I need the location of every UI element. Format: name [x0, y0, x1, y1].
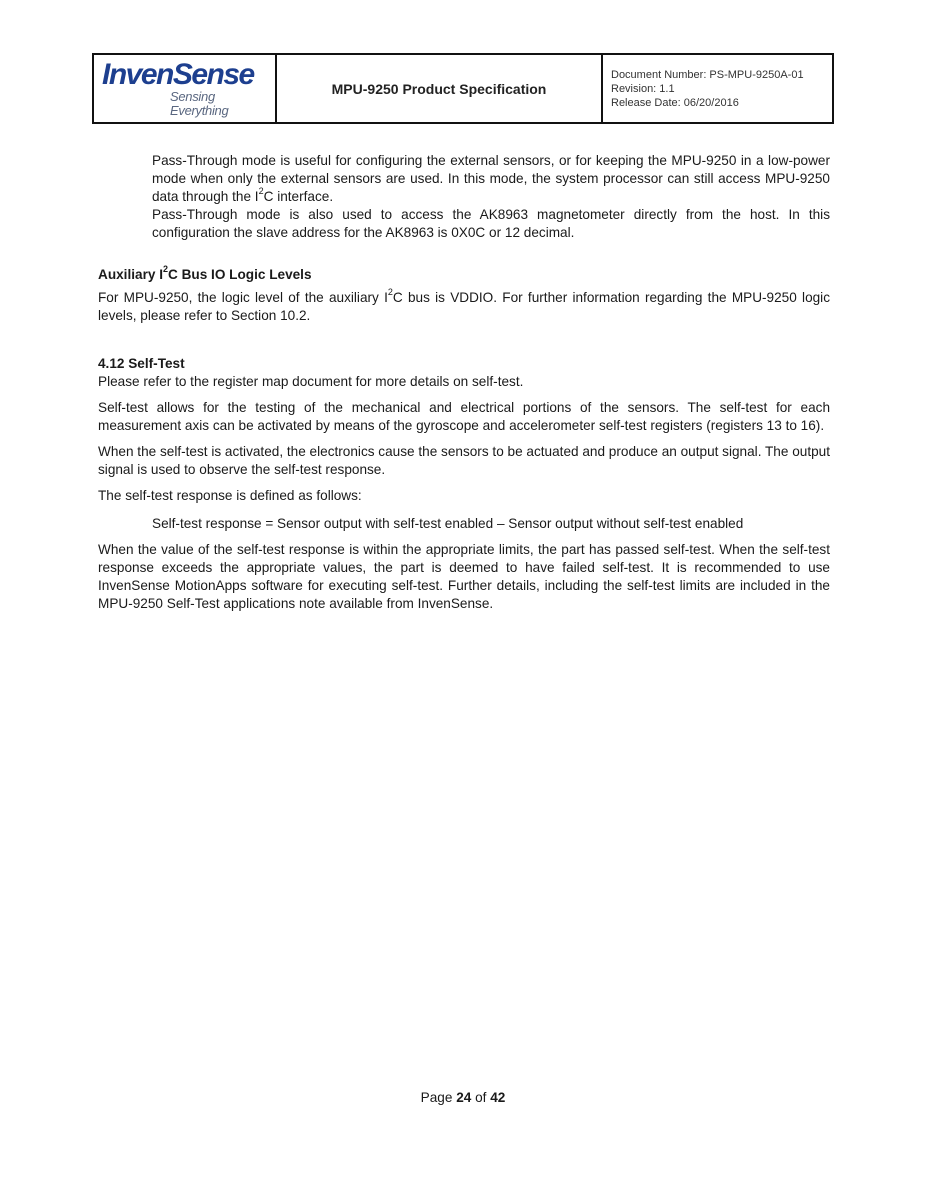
page-header: [92, 53, 834, 124]
selftest-paragraph-5: When the value of the self-test response is within the appropriate limits, the part has passed self-test. When the self-test response exceeds the appropriate values, the part is deemed to have failed self-test. It is recommended to use InvenSense MotionApps software for executing self-test. Further details, including the self-test limits are included in the MPU-9250 Self-Test applications note available from InvenSense.: [98, 542, 830, 611]
document-number: Document Number: PS-MPU-9250A-01: [611, 68, 804, 81]
page-body: [98, 152, 830, 613]
selftest-paragraph-4: The self-test response is defined as follows:: [98, 488, 362, 503]
company-logo: [94, 55, 277, 122]
page-total: 42: [490, 1090, 506, 1105]
document-title-cell: [277, 55, 603, 122]
page-footer: [0, 1090, 926, 1105]
page-of: of: [475, 1090, 487, 1105]
logo-tagline: Sensing Everything: [170, 88, 229, 118]
document-revision: Revision: 1.1: [611, 82, 675, 95]
selftest-section-heading: 4.12 Self-Test: [98, 356, 185, 371]
document-release-date: Release Date: 06/20/2016: [611, 96, 739, 109]
selftest-paragraph-3: When the self-test is activated, the electronics cause the sensors to be actuated and produce an output signal. The output signal is used to observe the self-test response.: [98, 444, 830, 477]
document-title: MPU-9250 Product Specification: [331, 80, 547, 97]
selftest-formula: Self-test response = Sensor output with self-test enabled – Sensor output without self-test enabled: [152, 516, 744, 531]
passthrough-paragraph-2: Pass-Through mode is also used to access the AK8963 magnetometer directly from the host. In this configuration the slave address for the AK8963 is 0X0C or 12 decimal.: [152, 207, 830, 240]
selftest-paragraph-1: Please refer to the register map document for more details on self-test.: [98, 374, 524, 389]
page-label: Page: [420, 1090, 453, 1105]
page-current: 24: [456, 1090, 472, 1105]
logo-wordmark: InvenSense: [102, 57, 254, 91]
passthrough-block: [98, 152, 830, 242]
document-meta-cell: [603, 55, 832, 122]
selftest-paragraph-2: Self-test allows for the testing of the mechanical and electrical portions of the sensors. The self-test for each measurement axis can be activated by means of the gyroscope and accelerometer self-test registers (registers 13 to 16).: [98, 400, 830, 433]
aux-section-paragraph: For MPU-9250, the logic level of the auxiliary $I^2C$ bus is VDDIO. For further information regarding the MPU-9250 logic levels, please refer to Section 10.2.: [98, 287, 831, 323]
passthrough-paragraph-1: Pass-Through mode is useful for configuring the external sensors, or for keeping the MPU-9250 in a low-power mode when only the external sensors are used. In this mode, the system processor can still access MPU-9250 data through the $I^2C$ interface.: [152, 153, 830, 204]
aux-section-heading: Auxiliary $I^2C$ Bus IO Logic Levels: [98, 264, 312, 282]
